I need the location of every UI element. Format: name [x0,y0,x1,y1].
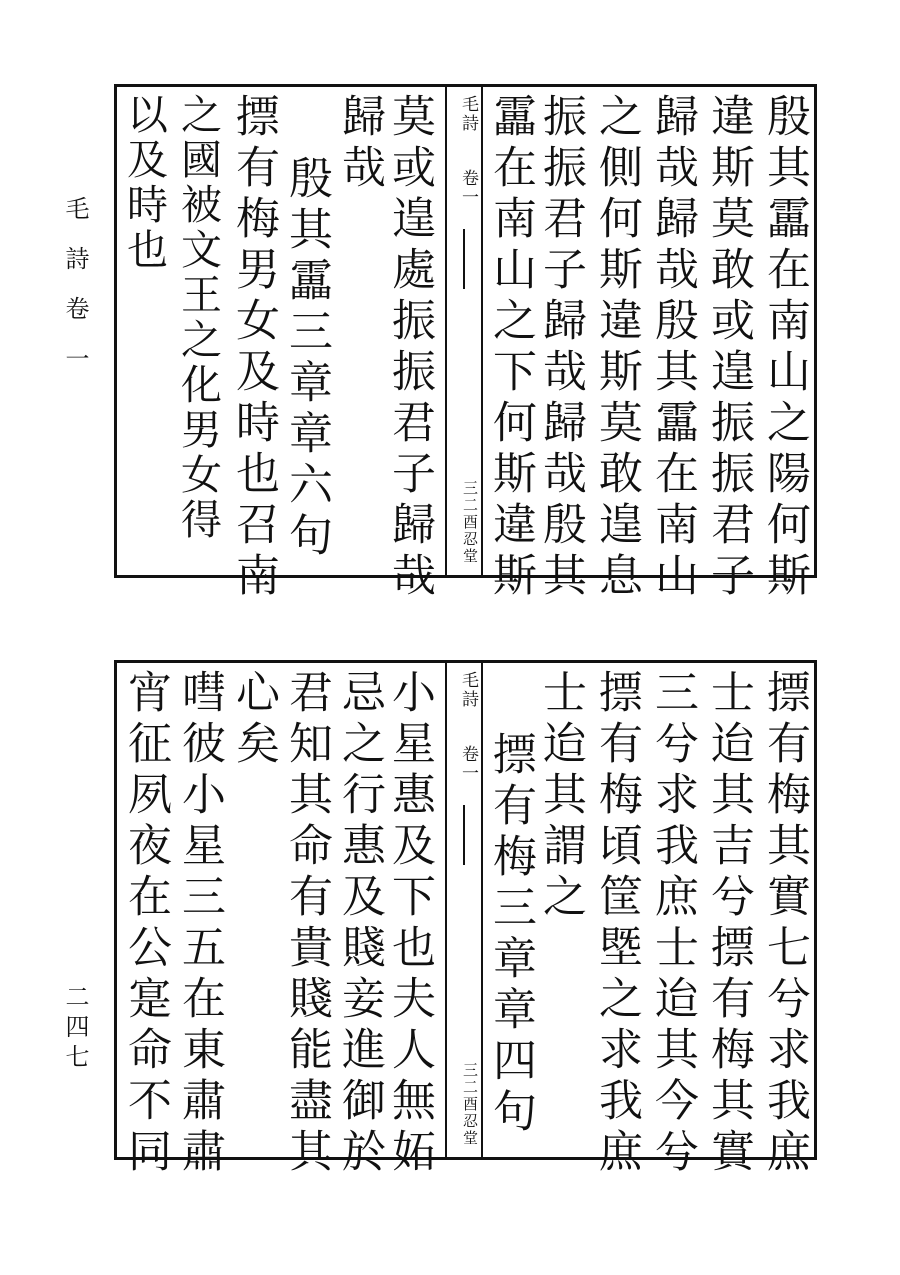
text-column: 摽有梅男女及時也召南 [228,93,279,603]
text-column: 振振君子歸哉歸哉殷其 [535,93,586,603]
text-column: 歸哉 [334,93,385,195]
text-column: 嘒彼小星三五在東肅肅 [174,669,225,1179]
center-gutter [445,663,483,1157]
text-column: 殷其靁在南山之陽何斯 [759,93,810,603]
text-column: 靁在南山之下何斯違斯 [485,93,536,603]
text-column: 違斯莫敢或遑振振君子 [703,93,754,603]
text-column: 摽有梅其實七兮求我庶 [759,669,810,1179]
gutter-title: 毛詩 [458,671,478,709]
gutter-publisher: 三二酉忍堂 [461,480,479,565]
page-title-margin: 毛詩卷一 [61,196,89,396]
text-column: 心矣 [228,669,279,771]
gutter-volume: 卷一 [458,745,478,783]
text-column: 宵征夙夜在公寔命不同 [120,669,171,1179]
fishtail-mark [463,229,465,289]
fishtail-mark [463,805,465,865]
commentary-column: 以及時也 [120,93,168,273]
text-column: 君知其命有貴賤能盡其 [281,669,332,1179]
text-column: 忌之行惠及賤妾進御於 [334,669,385,1179]
text-column: 小星惠及下也夫人無妬 [384,669,435,1179]
text-column: 之側何斯違斯莫敢遑息 [591,93,642,603]
chapter-count-line: 摽有梅三章章四句 [485,731,536,1139]
text-column: 三兮求我庶士迨其今兮 [647,669,698,1179]
center-gutter [445,87,483,575]
bottom-text-panel [114,660,817,1179]
text-column: 士迨其謂之 [535,669,586,924]
gutter-publisher: 三二酉忍堂 [461,1062,479,1147]
commentary-column: 之國被文王之化男女得 [174,93,222,543]
top-text-panel [114,84,817,603]
text-column: 摽有梅頃筐塈之求我庶 [591,669,642,1179]
text-column: 士迨其吉兮摽有梅其實 [703,669,754,1179]
page-number: 二四七 [61,984,89,1074]
text-column: 莫或遑處振振君子歸哉 [384,93,435,603]
gutter-title: 毛詩 [458,95,478,133]
gutter-volume: 卷一 [458,169,478,207]
text-column: 歸哉歸哉殷其靁在南山 [647,93,698,603]
chapter-count-line: 殷其靁三章章六句 [281,155,332,563]
